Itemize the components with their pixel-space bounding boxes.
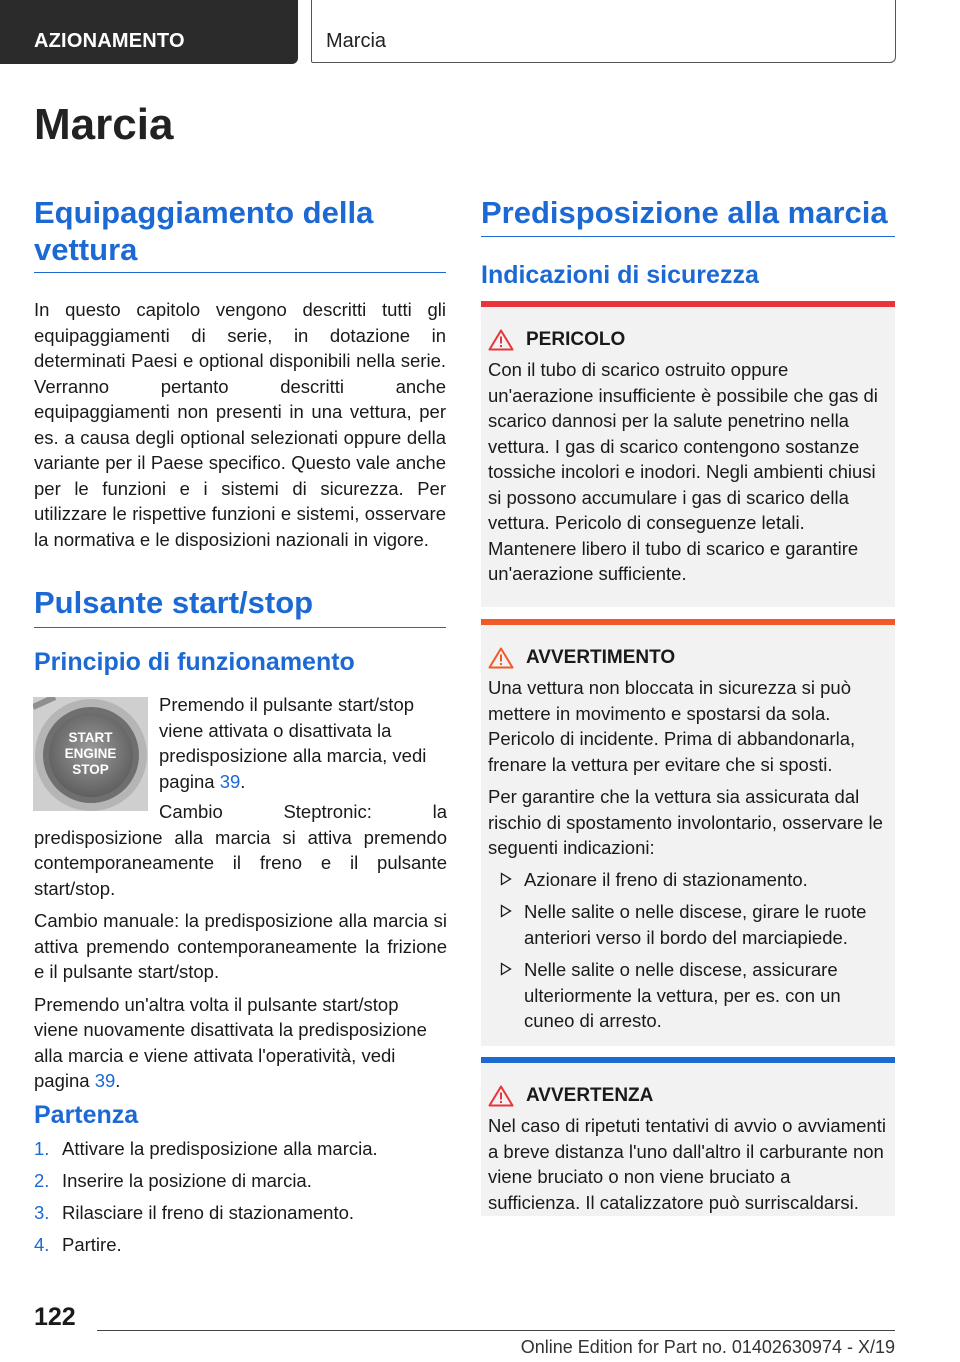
principle-rest: [34, 799, 447, 1094]
principle-p1-text: Premendo il pulsante start/stop viene attivata o disattivata la predisposizione alla marcia, vedi pagina: [159, 694, 427, 792]
warning-box: [481, 619, 895, 1046]
footer-rule: [97, 1330, 895, 1331]
step-number: 2.: [34, 1170, 50, 1191]
caution-header: [488, 1085, 887, 1107]
bullet-triangle-icon: [500, 962, 512, 976]
predisp-section: [481, 194, 895, 290]
start-steps: [34, 1136, 446, 1264]
warning-triangle-icon: [488, 647, 514, 669]
warning-label: AVVERTIMENTO: [526, 647, 676, 668]
warning-bullets: [488, 867, 887, 1034]
principle-p1-block: [159, 692, 447, 794]
bullet-triangle-icon: [500, 872, 512, 886]
step-text: Rilasciare il freno di stazionamento.: [62, 1202, 355, 1223]
button-image-line-engine: ENGINE: [64, 746, 117, 761]
step-item: [34, 1168, 446, 1200]
footer-edition: Online Edition for Part no. 01402630974 - X/19: [520, 1337, 895, 1357]
step-text: Inserire la posizione di marcia.: [62, 1170, 312, 1191]
principle-p3: Cambio manuale: la predisposizione alla marcia si attiva premendo contemporaneamente la frizione e il pulsante start/stop.: [34, 910, 447, 982]
step-number: 4.: [34, 1234, 50, 1255]
section-label: AZIONAMENTO: [34, 30, 185, 52]
button-rule: [34, 627, 446, 628]
start-stop-button-image: [33, 697, 148, 811]
danger-box: [481, 301, 895, 607]
warning-triangle-icon: [488, 1085, 514, 1107]
safety-heading: Indicazioni di sicurezza: [481, 261, 759, 289]
danger-label: PERICOLO: [526, 329, 626, 350]
step-text: Attivare la predisposizione alla marcia.: [62, 1138, 378, 1159]
equip-text: In questo capitolo vengono descritti tutti gli equipaggiamenti di serie, in dotazione in determinati Paesi e optional disponibili nella serie. Verranno pertanto descritti anche equipaggiamenti non presenti in una vettura, per es. a causa degli optional selezionati oppure della variante per il Paese specifico. Questo vale anche per le funzioni e i sistemi di sicurezza. Per utilizzare le rispettive funzioni e sistemi, osservare la normativa e le disposizioni nazionali in vigore.: [34, 299, 446, 550]
step-item: [34, 1136, 446, 1168]
bullet-item: [488, 957, 887, 1034]
equip-section: [34, 194, 446, 552]
step-item: [34, 1232, 446, 1264]
step-item: [34, 1200, 446, 1232]
caution-box: [481, 1057, 895, 1216]
predisp-heading: Predisposizione alla marcia: [481, 195, 888, 230]
page-link-39[interactable]: 39: [219, 770, 241, 792]
warning-text-2: Per garantire che la vettura sia assicurata dal rischio di spostamento involontario, osservare le seguenti indicazioni:: [488, 786, 883, 858]
page-title: Marcia: [34, 100, 174, 149]
page-number: 122: [34, 1303, 76, 1331]
button-image-line-start: START: [68, 730, 113, 745]
step-number: 1.: [34, 1138, 50, 1159]
bullet-triangle-icon: [500, 904, 512, 918]
equip-heading: Equipaggiamento della vettura: [34, 195, 374, 267]
start-section: [34, 1101, 446, 1264]
caution-label: AVVERTENZA: [526, 1085, 654, 1106]
warning-header: [488, 647, 887, 669]
button-image-text: [33, 730, 148, 778]
section-tab: [0, 0, 298, 64]
bullet-item: [488, 867, 887, 893]
button-image-line-stop: STOP: [72, 762, 109, 777]
equip-rule: [34, 272, 446, 273]
caution-text: Nel caso di ripetuti tentativi di avvio o avviamenti a breve distanza l'uno dall'altro il carburante non viene bruciato o non viene bruciato a sufficienza. Il catalizzatore può surriscaldarsi.: [488, 1115, 886, 1213]
button-heading: Pulsante start/stop: [34, 585, 314, 620]
step-number: 3.: [34, 1202, 50, 1223]
principle-p4: Premendo un'altra volta il pulsante start/stop viene nuovamente disattivata la predisposizione alla marcia e viene attivata l'operatività, vedi pagina 39.: [34, 993, 427, 1091]
button-section: [34, 584, 446, 677]
danger-text: Con il tubo di scarico ostruito oppure un'aerazione insufficiente è possibile che gas di scarico dannosi per la salute penetrino nella vettura. I gas di scarico contengono sostanze tossiche incolori e inodori. Negli ambienti chiusi si possono accumulare i gas di scarico della vettura. Pericolo di conseguenze letali. Mantenere libero il tubo di scarico e garantire un'aerazione sufficiente.: [488, 359, 878, 584]
bullet-text: Azionare il freno di stazionamento.: [524, 868, 808, 890]
principle-p1: Premendo il pulsante start/stop viene attivata o disattivata la predisposizione alla marcia, vedi pagina 39.: [159, 694, 427, 792]
danger-header: [488, 329, 887, 351]
chapter-label: Marcia: [326, 30, 387, 52]
page-link-39b[interactable]: 39: [94, 1070, 116, 1091]
principle-p2: Cambio Steptronic: la predisposizione alla marcia si attiva premendo contemporaneamente il freno e il pulsante start/stop.: [34, 801, 447, 899]
warning-triangle-icon: [488, 329, 514, 351]
bullet-item: [488, 899, 887, 950]
step-text: Partire.: [62, 1234, 122, 1255]
principle-heading: Principio di funzionamento: [34, 648, 355, 676]
bullet-text: Nelle salite o nelle discese, girare le ruote anteriori verso il bordo del marciapiede.: [524, 901, 867, 948]
warning-text-1: Una vettura non bloccata in sicurezza si può mettere in movimento e spostarsi da sola. Pericolo di incidente. Prima di abbandonarla, frenare la vettura per evitare che si sposti.: [488, 677, 856, 775]
principle-p4-text: Premendo un'altra volta il pulsante start/stop viene nuovamente disattivata la predisposizione alla marcia e viene attivata l'operatività, vedi pagina: [34, 993, 427, 1091]
start-heading: Partenza: [34, 1101, 139, 1129]
chapter-tab: [311, 0, 896, 63]
bullet-text: Nelle salite o nelle discese, assicurare ulteriormente la vettura, per es. con un cuneo di arresto.: [524, 959, 841, 1031]
predisp-rule: [481, 236, 895, 237]
